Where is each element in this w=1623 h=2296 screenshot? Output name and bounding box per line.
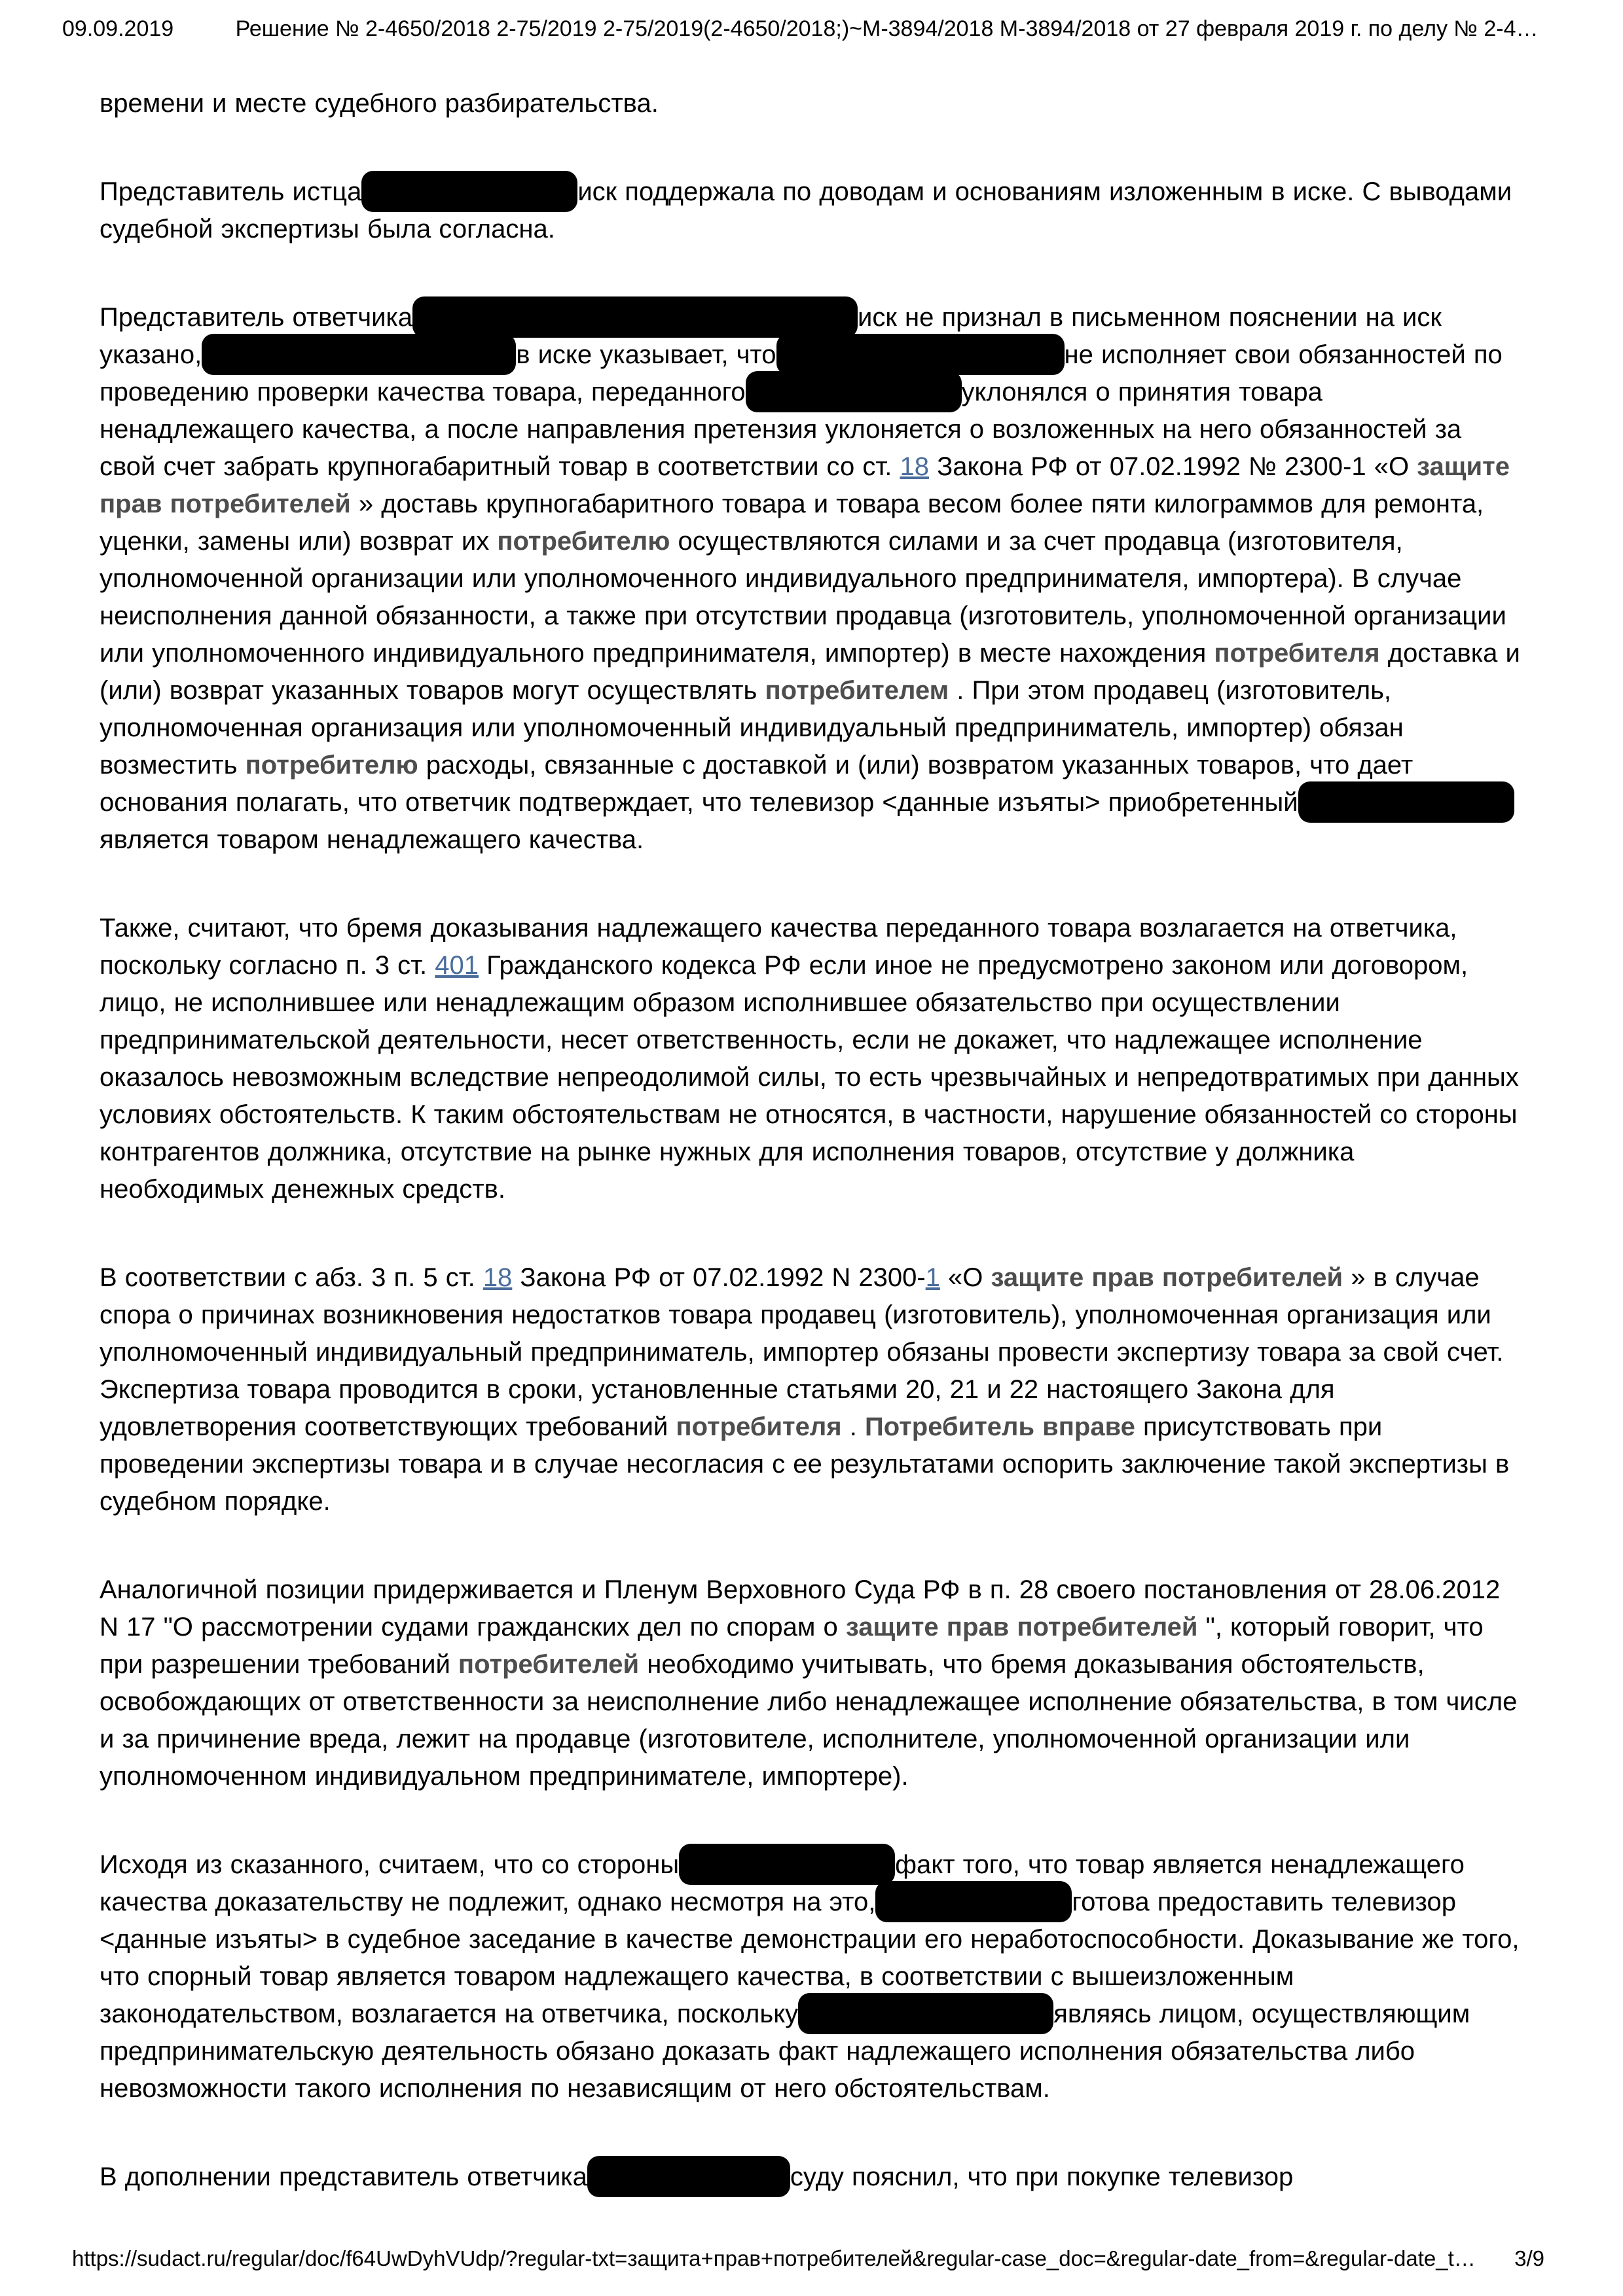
redaction (202, 342, 516, 368)
statute-link[interactable]: 401 (435, 951, 479, 980)
redaction (361, 179, 577, 205)
redaction (776, 342, 1065, 368)
search-highlight: защите прав потребителей (991, 1263, 1343, 1292)
page-number: 3/9 (1514, 2246, 1544, 2270)
paragraph: Представитель истца иск поддержала по доводам и основаниям изложенным в иске. С выводами судебной экспертизы была согласна. (100, 177, 1512, 243)
redaction (587, 2164, 790, 2190)
statute-link[interactable]: 18 (483, 1263, 513, 1292)
search-highlight: защите прав потребителей (100, 452, 1510, 518)
search-highlight: потребителя (676, 1412, 842, 1441)
paragraph: Также, считают, что бремя доказывания надлежащего качества переданного товара возлагается на ответчика, поскольку согласно п. 3 ст. 401 Гражданского кодекса РФ если иное не предусмотрено законом или договором, лицо, не исполнившее или ненадлежащим образом исполнившее обязательство при осуществлении предпринимательской деятельности, несет ответственность, если не докажет, что надлежащее исполнение оказалось невозможным вследствие непреодолимой силы, то есть чрезвычайных и непредотвратимых при данных условиях обстоятельств. К таким обстоятельствам не относятся, в частности, нарушение обязанностей со стороны контрагентов должника, отсутствие на рынке нужных для исполнения товаров, отсутствие у должника необходимых денежных средств. (100, 914, 1519, 1204)
search-highlight: защите прав потребителей (845, 1613, 1198, 1641)
search-highlight: потребителю (497, 527, 670, 556)
redaction (679, 1852, 895, 1878)
paragraph: В соответствии с абз. 3 п. 5 ст. 18 Закона РФ от 07.02.1992 N 2300-1 «О защите прав потребителей » в случае спора о причинах возникновения недостатков товара продавец (изготовитель), уполномоченная организация или уполномоченный индивидуальный предприниматель, импортер обязаны провести экспертизу товара за свой счет. Экспертиза товара проводится в сроки, установленные статьями 20, 21 и 22 настоящего Закона для удовлетворения соответствующих требований потребителя . Потребитель вправе присутствовать при проведении экспертизы товара и в случае несогласия с ее результатами оспорить заключение такой экспертизы в судебном порядке. (100, 1263, 1510, 1516)
search-highlight: потребителю (245, 751, 418, 780)
paragraph: Представитель ответчика иск не признал в письменном пояснении на иск указано, в иске указывает, что не исполняет свои обязанностей по проведению проверки качества товара, переданного уклонялся о принятия товара ненадлежащего качества, а после направления претензия уклоняется о возложенных на него обязанностей за свой счет забрать крупногабаритный товар в соответствии со ст. 18 Закона РФ от 07.02.1992 № 2300-1 «О защите прав потребителей » доставь крупногабаритного товара и товара весом более пяти килограммов для ремонта, уценки, замены или) возврат их потребителю осуществляются силами и за счет продавца (изготовителя, уполномоченной организации или уполномоченного индивидуального предпринимателя, импортера). В случае неисполнения данной обязанности, а также при отсутствии продавца (изготовитель, уполномоченной организации или уполномоченного индивидуального предпринимателя, импортер) в месте нахождения потребителя доставка и (или) возврат указанных товаров могут осуществлять потребителем . При этом продавец (изготовитель, уполномоченная организация или уполномоченный индивидуальный предприниматель, импортер) обязан возместить потребителю расходы, связанные с доставкой и (или) возвратом указанных товаров, что дает основания полагать, что ответчик подтверждает, что телевизор <данные изъяты> приобретенныйявляется товаром ненадлежащего качества. (100, 303, 1520, 854)
print-footer (72, 2246, 1544, 2271)
redaction (875, 1889, 1072, 1915)
paragraph: В дополнении представитель ответчика суду пояснил, что при покупке телевизор (100, 2162, 1294, 2191)
redaction (1298, 789, 1514, 816)
redaction (746, 379, 962, 405)
redaction (798, 2001, 1053, 2027)
search-highlight: потребителя (1214, 639, 1380, 668)
paragraph: времени и месте судебного разбирательства. (100, 89, 659, 118)
page-title: Решение № 2-4650/2018 2-75/2019 2-75/2019(2-4650/2018;)~М-3894/2018 М-3894/2018 от 27 февраля 2019 г. по делу № 2-4… (235, 16, 1539, 41)
print-date: 09.09.2019 (62, 16, 174, 41)
source-url: https://sudact.ru/regular/doc/f64UwDyhVUdp/?regular-txt=защита+прав+потребителей&regular-case_doc=&regular-date_from=&regular-date_t… (72, 2246, 1476, 2270)
statute-link[interactable]: 1 (925, 1263, 940, 1292)
paragraph: Аналогичной позиции придерживается и Пленум Верховного Суда РФ в п. 28 своего постановления от 28.06.2012 N 17 "О рассмотрении судами гражданских дел по спорам о защите прав потребителей ", который говорит, что при разрешении требований потребителей необходимо учитывать, что бремя доказывания обстоятельств, освобождающих от ответственности за неисполнение либо ненадлежащее исполнение обязательства, в том числе и за причинение вреда, лежит на продавце (изготовителе, исполнителе, уполномоченной организации или уполномоченном индивидуальном предпринимателе, импортере). (100, 1575, 1518, 1791)
statute-link[interactable]: 18 (900, 452, 929, 481)
search-highlight: Потребитель вправе (864, 1412, 1135, 1441)
paragraph: Исходя из сказанного, считаем, что со стороны факт того, что товар является ненадлежащего качества доказательству не подлежит, однако несмотря на это, готова предоставить телевизор <данные изъяты> в судебное заседание в качестве демонстрации его неработоспособности. Доказывание же того, что спорный товар является товаром надлежащего качества, в соответствии с вышеизложенным законодательством, возлагается на ответчика, поскольку являясь лицом, осуществляющим предпринимательскую деятельность обязано доказать факт надлежащего исполнения обязательства либо невозможности такого исполнения по независящим от него обстоятельствам. (100, 1850, 1520, 2103)
search-highlight: потребителем (765, 676, 949, 705)
document-body (100, 85, 1520, 2247)
print-header (62, 16, 1561, 42)
search-highlight: потребителей (458, 1650, 640, 1679)
redaction (412, 304, 858, 331)
